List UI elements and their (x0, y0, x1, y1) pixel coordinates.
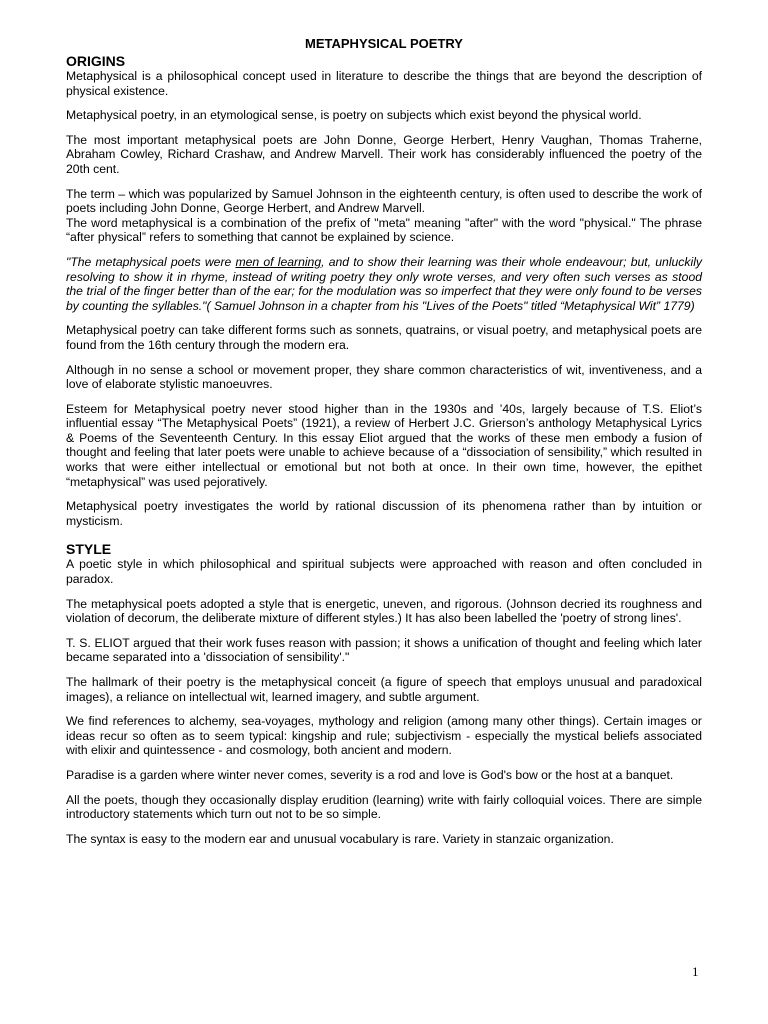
paragraph-style-2: The metaphysical poets adopted a style that is energetic, uneven, and rigorous. (Johnson decried its roughness and violation of decorum, the deliberate mixture of different styles.) It has also been labelled the 'poetry of strong lines'. (66, 596, 702, 626)
paragraph-style-4: The hallmark of their poetry is the metaphysical conceit (a figure of speech that employs unusual and paradoxical images), a reliance on intellectual wit, learned imagery, and subtle argument. (66, 675, 702, 704)
paragraph-origins-4: The term – which was popularized by Samuel Johnson in the eighteenth century, is often used to describe the work of poets including John Donne, George Herbert, and Andrew Marvell. (66, 186, 702, 216)
paragraph-origins-8: Esteem for Metaphysical poetry never stood higher than in the 1930s and ’40s, largely because of T.S. Eliot’s influential essay “The Metaphysical Poets” (1921), a review of Herbert J.C. Grierson’s anthology Metaphysical Lyrics & Poems of the Seventeenth Century. In this essay Eliot argued that the works of these men embody a fusion of thought and feeling that later poets were unable to achieve because of a “dissociation of sensibility,” which resulted in works that were either intellectual or emotional but not both at once. In their own time, however, the epithet “metaphysical” was used pejoratively. (66, 401, 702, 489)
section-heading-origins: ORIGINS (66, 53, 126, 69)
paragraph-origins-6: Metaphysical poetry can take different forms such as sonnets, quatrains, or visual poetry, and metaphysical poets are found from the 16th century through the modern era. (66, 323, 702, 352)
paragraph-origins-7: Although in no sense a school or movement proper, they share common characteristics of wit, inventiveness, and a love of elaborate stylistic manoeuvres. (66, 362, 702, 392)
paragraph-style-5: We find references to alchemy, sea-voyages, mythology and religion (among many other things). Certain images or ideas recur so often as to seem typical: kingship and rule; subjectivism - especially the mystical beliefs associated with elixir and quintessence - and cosmology, both ancient and modern. (66, 714, 702, 758)
paragraph-origins-5: The word metaphysical is a combination of the prefix of "meta" meaning "after" with the word "physical." The phrase “after physical” refers to something that cannot be explained by science. (66, 215, 702, 245)
paragraph-style-1: A poetic style in which philosophical and spiritual subjects were approached with reason and often concluded in paradox. (66, 557, 702, 587)
document-page (66, 36, 702, 846)
paragraph-origins-2: Metaphysical poetry, in an etymological sense, is poetry on subjects which exist beyond the physical world. (66, 108, 642, 123)
quote-underlined-phrase: men of learning (235, 254, 322, 269)
page-number: 1 (692, 964, 699, 979)
section-heading-style: STYLE (66, 541, 112, 558)
paragraph-style-6: Paradise is a garden where winter never comes, severity is a rod and love is God's bow or the host at a banquet. (66, 767, 674, 782)
paragraph-origins-9: Metaphysical poetry investigates the world by rational discussion of its phenomena rather than by intuition or mysticism. (66, 499, 702, 528)
quote-text-start: "The metaphysical poets were (66, 254, 236, 269)
paragraph-origins-3: The most important metaphysical poets are John Donne, George Herbert, Henry Vaughan, Thomas Traherne, Abraham Cowley, Richard Crashaw, and Andrew Marvell. Their work has considerably influenced the poetry of the 20th cent. (66, 132, 702, 176)
paragraph-style-7: All the poets, though they occasionally display erudition (learning) write with fairly colloquial voices. There are simple introductory statements which turn out not to be so simple. (66, 792, 702, 822)
paragraph-origins-1: Metaphysical is a philosophical concept used in literature to describe the things that are beyond the description of physical existence. (66, 69, 702, 98)
paragraph-style-8: The syntax is easy to the modern ear and unusual vocabulary is rare. Variety in stanzaic organization. (66, 831, 614, 846)
johnson-quote (66, 255, 702, 313)
quote-text-end: , and to show their learning was their whole endeavour; but, unluckily resolving to show it in rhyme, instead of writing poetry they only wrote verses, and very often such verses as stood the trial of the finger better than of the ear; for the modulation was so imperfect that they were only found to be verses by counting the syllables."( Samuel Johnson in a chapter from his "Lives of the Poets" titled “Metaphysical Wit” 1779) (66, 254, 702, 313)
document-title: METAPHYSICAL POETRY (305, 36, 463, 51)
paragraph-style-3: T. S. ELIOT argued that their work fuses reason with passion; it shows a unification of thought and feeling which later became separated into a 'dissociation of sensibility'." (66, 635, 702, 665)
